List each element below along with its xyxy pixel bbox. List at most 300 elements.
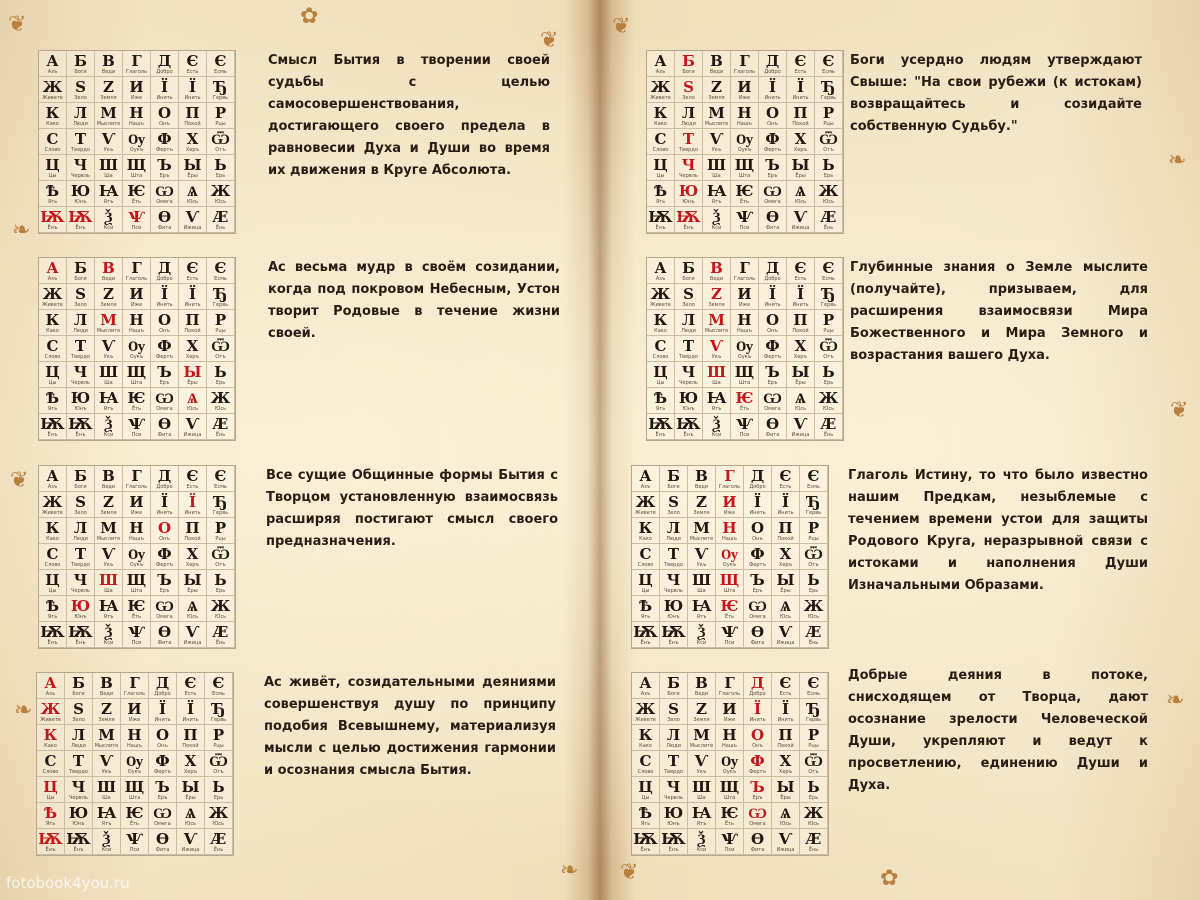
letter-cell <box>205 829 233 855</box>
letter-glyph: Т <box>667 751 680 770</box>
letter-name: Оукъ <box>722 561 737 568</box>
letter-name: Азъ <box>47 483 58 490</box>
letter-name: Зело <box>667 509 680 516</box>
letter-cell <box>205 803 233 829</box>
letter-cell <box>632 751 660 777</box>
letter-cell <box>744 699 772 725</box>
letter-name: Инить <box>156 509 173 516</box>
letter-glyph: Ꙗ <box>98 596 119 615</box>
letter-name: Шта <box>128 794 141 801</box>
letter-glyph: Г <box>739 51 750 70</box>
letter-name: Люди <box>666 742 681 749</box>
vine-ornament-icon: ❦ <box>8 12 27 37</box>
letter-glyph: Т <box>682 129 695 148</box>
letter-glyph: Щ <box>719 777 740 796</box>
letter-cell <box>731 103 759 129</box>
letter-glyph: Ѧ <box>780 596 791 615</box>
letter-cell <box>716 544 744 570</box>
letter-name: Есмь <box>214 483 227 490</box>
letter-name: Фертъ <box>156 146 173 153</box>
letter-glyph: О <box>157 310 172 329</box>
letter-glyph: Ц <box>653 362 668 381</box>
letter-name: Слово <box>652 146 669 153</box>
letter-glyph: Ч <box>681 155 696 174</box>
letter-cell <box>772 570 800 596</box>
letter-glyph: Р <box>214 518 227 537</box>
letter-glyph: М <box>100 518 117 537</box>
letter-name: Кси <box>696 639 707 646</box>
letter-glyph: Ѵ <box>694 544 709 563</box>
letter-name: Червль <box>679 172 698 179</box>
letter-name: Ятъ <box>103 198 114 205</box>
vine-ornament-icon: ❦ <box>612 14 631 39</box>
letter-name: Ять <box>45 820 56 827</box>
letter-cell <box>688 751 716 777</box>
letter-name: Оукъ <box>129 561 144 568</box>
letter-name: Веди <box>99 690 114 697</box>
letter-glyph: Х <box>794 336 807 355</box>
letter-glyph: Ђ <box>806 492 821 511</box>
letter-name: Омега <box>154 820 171 827</box>
letter-name: Кси <box>103 639 114 646</box>
letter-cell <box>67 181 95 207</box>
letter-name: Есмь <box>214 68 227 75</box>
letter-cell <box>149 673 177 699</box>
letter-name: Ятъ <box>711 405 722 412</box>
letter-cell <box>716 725 744 751</box>
letter-name: Твердо <box>664 768 683 775</box>
letter-name: Ять <box>47 405 58 412</box>
letter-name: Фертъ <box>156 561 173 568</box>
letter-name: Гервь <box>805 509 822 516</box>
block-text: Ас живёт, созидательными деяниями совершенствуя душу по принципу подобия Всевышнему, материализуя мысли с целью достижения гармонии и осознания смысла Бытия. <box>264 675 556 778</box>
letter-name: Нашъ <box>127 742 142 749</box>
letter-cell <box>647 181 675 207</box>
letter-glyph: Ж <box>635 492 656 511</box>
letter-cell <box>688 803 716 829</box>
letter-name: Добро <box>156 483 173 490</box>
letter-name: Инить <box>764 301 781 308</box>
letter-name: Люди <box>666 535 681 542</box>
letter-name: Азъ <box>640 690 651 697</box>
letter-glyph: Ф <box>750 544 765 563</box>
letter-cell <box>731 181 759 207</box>
letter-cell <box>787 155 815 181</box>
letter-cell <box>703 310 731 336</box>
letter-glyph: П <box>778 725 793 744</box>
letter-glyph: Ѳ <box>155 829 170 848</box>
letter-name: Ёры <box>187 379 198 386</box>
letter-cell <box>123 596 151 622</box>
letter-cell <box>177 751 205 777</box>
letter-name: Укъ <box>711 353 722 360</box>
letter-cell <box>800 725 828 751</box>
letter-name: Укъ <box>711 146 722 153</box>
letter-cell <box>205 751 233 777</box>
letter-cell <box>772 622 800 648</box>
letter-cell <box>772 725 800 751</box>
letter-glyph: Т <box>74 129 87 148</box>
letter-name: Пси <box>131 431 142 438</box>
letter-cell <box>67 284 95 310</box>
letter-name: Ёры <box>185 794 196 801</box>
letter-name: Юсь <box>212 820 225 827</box>
letter-glyph: О <box>750 725 765 744</box>
letter-glyph: Г <box>131 466 142 485</box>
letter-name: Добро <box>749 690 766 697</box>
letter-glyph: В <box>695 466 708 485</box>
letter-name: Како <box>654 327 667 334</box>
letter-name: Ятъ <box>696 820 707 827</box>
letter-name: Веди <box>101 483 116 490</box>
letter-cell <box>123 492 151 518</box>
letter-cell <box>759 284 787 310</box>
letter-glyph: Р <box>807 725 820 744</box>
letter-name: Азъ <box>640 483 651 490</box>
letter-cell <box>787 414 815 440</box>
letter-glyph: Л <box>666 518 681 537</box>
letter-glyph: К <box>43 725 58 744</box>
letter-name: Мыслите <box>704 327 729 334</box>
letter-name: Еръ <box>767 172 778 179</box>
letter-glyph: Ѡ <box>155 388 174 407</box>
letter-glyph: Ѣ <box>45 181 60 200</box>
letter-cell <box>151 155 179 181</box>
letter-glyph: Н <box>127 725 142 744</box>
letter-glyph: Щ <box>734 362 755 381</box>
letter-glyph: Æ <box>805 829 822 848</box>
letter-glyph: Ч <box>71 777 86 796</box>
letter-cell <box>205 725 233 751</box>
letter-cell <box>179 362 207 388</box>
letter-cell <box>67 414 95 440</box>
letter-name: Юнъ <box>72 820 85 827</box>
letter-glyph: А <box>639 466 652 485</box>
letter-cell <box>177 725 205 751</box>
letter-name: Добро <box>154 690 171 697</box>
letter-name: Ша <box>697 794 706 801</box>
letter-cell <box>703 181 731 207</box>
letter-cell <box>815 181 843 207</box>
letter-glyph: Ѯ <box>712 207 721 226</box>
letter-cell <box>800 699 828 725</box>
letter-glyph: Ѯ <box>697 829 706 848</box>
letter-name: Азъ <box>655 68 666 75</box>
watermark: fotobook4you.ru <box>6 874 130 892</box>
letter-glyph: А <box>639 673 652 692</box>
letter-cell <box>179 155 207 181</box>
letter-name: Покой <box>182 742 199 749</box>
letter-name: Пси <box>724 639 735 646</box>
letter-glyph: Г <box>131 258 142 277</box>
letter-glyph: К <box>45 518 60 537</box>
letter-name: Шта <box>130 379 143 386</box>
letter-name: Херъ <box>793 353 808 360</box>
letter-glyph: Ѯ <box>712 414 721 433</box>
letter-glyph: Ѵ <box>185 207 200 226</box>
letter-glyph: Д <box>765 51 780 70</box>
letter-cell <box>688 622 716 648</box>
letter-name: Фита <box>157 431 172 438</box>
letter-cell <box>787 181 815 207</box>
letter-glyph: С <box>46 129 59 148</box>
letter-name: Фита <box>750 639 765 646</box>
letter-cell <box>660 570 688 596</box>
letter-glyph: Ѧ <box>187 181 198 200</box>
letter-name: Шта <box>738 379 751 386</box>
letter-name: Есть <box>186 68 199 75</box>
letter-cell <box>151 466 179 492</box>
letter-cell <box>39 388 67 414</box>
letter-name: Добро <box>156 68 173 75</box>
letter-glyph: Ѕ <box>668 699 679 718</box>
letter-glyph: Ф <box>157 544 172 563</box>
letter-cell <box>675 362 703 388</box>
letter-name: Укъ <box>103 561 114 568</box>
letter-name: Ёнъ <box>47 639 58 646</box>
letter-cell <box>632 466 660 492</box>
letter-cell <box>151 129 179 155</box>
letter-cell <box>647 155 675 181</box>
letter-cell <box>65 803 93 829</box>
letter-cell <box>632 518 660 544</box>
letter-name: Ёнъ <box>640 846 651 853</box>
letter-cell <box>688 466 716 492</box>
letter-cell <box>93 725 121 751</box>
letter-glyph: Є <box>214 258 227 277</box>
letter-glyph: Ђ <box>806 699 821 718</box>
letter-name: Отъ <box>808 561 819 568</box>
letter-cell <box>759 129 787 155</box>
letter-glyph: Г <box>129 673 140 692</box>
letter-glyph: Д <box>750 673 765 692</box>
alphabet-grid <box>631 465 829 649</box>
letter-name: Фертъ <box>154 768 171 775</box>
letter-name: Ёры <box>187 172 198 179</box>
letter-cell <box>151 362 179 388</box>
letter-cell <box>123 51 151 77</box>
letter-glyph: Ѹ <box>735 336 754 355</box>
letter-name: Глаголь <box>733 68 756 75</box>
letter-glyph: Ї <box>160 77 169 96</box>
letter-cell <box>37 699 65 725</box>
letter-glyph: Ь <box>214 570 227 589</box>
letter-glyph: Ж <box>42 77 63 96</box>
letter-name: Ижица <box>776 846 795 853</box>
letter-glyph: Ѭ <box>633 829 658 848</box>
letter-cell <box>731 414 759 440</box>
letter-name: Люди <box>681 120 696 127</box>
letter-cell <box>787 310 815 336</box>
letter-cell <box>93 829 121 855</box>
letter-cell <box>703 336 731 362</box>
letter-cell <box>67 622 95 648</box>
letter-glyph: К <box>653 103 668 122</box>
letter-name: Нашъ <box>737 120 752 127</box>
letter-name: Ёнъ <box>655 224 666 231</box>
letter-cell <box>65 725 93 751</box>
letter-cell <box>123 155 151 181</box>
letter-name: Фертъ <box>749 768 766 775</box>
letter-glyph: Ї <box>160 284 169 303</box>
letter-cell <box>815 310 843 336</box>
letter-name: Зело <box>74 509 87 516</box>
letter-glyph: Ѭ <box>648 414 673 433</box>
letter-name: Шта <box>738 172 751 179</box>
letter-name: Веди <box>101 275 116 282</box>
letter-glyph: Ы <box>183 570 202 589</box>
letter-glyph: Ꙗ <box>98 181 119 200</box>
letter-cell <box>95 362 123 388</box>
letter-cell <box>39 258 67 284</box>
letter-cell <box>675 284 703 310</box>
letter-cell <box>37 673 65 699</box>
letter-name: Ёнъ <box>683 224 694 231</box>
letter-glyph: Ц <box>653 155 668 174</box>
letter-glyph: А <box>44 673 57 692</box>
letter-cell <box>207 77 235 103</box>
letter-cell <box>647 362 675 388</box>
letter-cell <box>95 129 123 155</box>
letter-glyph: Ъ <box>750 777 765 796</box>
letter-cell <box>207 336 235 362</box>
letter-name: Ять <box>640 613 651 620</box>
vine-ornament-icon: ✿ <box>880 866 899 891</box>
letter-glyph: Ѯ <box>104 207 113 226</box>
letter-name: Веди <box>709 275 724 282</box>
letter-glyph: Л <box>73 103 88 122</box>
letter-name: Онъ <box>767 327 778 334</box>
letter-cell <box>123 388 151 414</box>
letter-name: Рцы <box>808 535 819 542</box>
letter-name: Гервь <box>210 716 227 723</box>
letter-name: Како <box>46 535 59 542</box>
letter-glyph: Ь <box>214 362 227 381</box>
vine-ornament-icon: ❦ <box>620 860 639 885</box>
letter-cell <box>95 466 123 492</box>
letter-name: Ёнъ <box>683 431 694 438</box>
letter-name: Отъ <box>823 353 834 360</box>
letter-glyph: Ѱ <box>721 622 738 641</box>
letter-name: Зело <box>74 94 87 101</box>
letter-glyph: К <box>653 310 668 329</box>
letter-name: Люди <box>71 742 86 749</box>
letter-name: Ёнь <box>823 431 834 438</box>
letter-cell <box>660 492 688 518</box>
letter-cell <box>800 829 828 855</box>
letter-name: Боги <box>667 690 680 697</box>
letter-name: Иже <box>723 716 736 723</box>
letter-glyph: Ж <box>210 181 231 200</box>
letter-glyph: Ю <box>70 388 91 407</box>
letter-glyph: Ч <box>666 777 681 796</box>
letter-cell <box>716 518 744 544</box>
letter-name: Ёнь <box>823 224 834 231</box>
letter-glyph: Н <box>722 725 737 744</box>
letter-name: Живете <box>42 509 63 516</box>
letter-name: Живете <box>42 301 63 308</box>
letter-glyph: К <box>45 310 60 329</box>
letter-cell <box>759 77 787 103</box>
letter-name: Кси <box>101 846 112 853</box>
letter-glyph: Ѿ <box>211 336 230 355</box>
letter-name: Земля <box>100 509 117 516</box>
letter-name: Нашъ <box>737 327 752 334</box>
letter-cell <box>95 544 123 570</box>
letter-glyph: Ђ <box>821 284 836 303</box>
letter-name: Мыслите <box>689 742 714 749</box>
block-text: Боги усердно людям утверждают Свыше: "На свои рубежи (к истокам) возвращайтесь и созидайте собственную Судьбу." <box>850 53 1142 134</box>
letter-glyph: Є <box>822 258 835 277</box>
letter-name: Добро <box>764 275 781 282</box>
letter-glyph: Р <box>822 103 835 122</box>
letter-name: Ёнь <box>215 431 226 438</box>
letter-name: Цы <box>656 172 665 179</box>
letter-name: Покой <box>184 535 201 542</box>
letter-cell <box>815 388 843 414</box>
letter-glyph: О <box>157 518 172 537</box>
letter-name: Мыслите <box>689 535 714 542</box>
letter-name: Ёнъ <box>75 639 86 646</box>
letter-cell <box>39 492 67 518</box>
letter-glyph: Ы <box>183 155 202 174</box>
letter-cell <box>179 336 207 362</box>
letter-glyph: Ї <box>188 77 197 96</box>
letter-glyph: Ї <box>188 284 197 303</box>
letter-name: Укъ <box>696 561 707 568</box>
letter-glyph: Ђ <box>213 492 228 511</box>
letter-cell <box>67 129 95 155</box>
letter-cell <box>647 336 675 362</box>
letter-name: Живете <box>40 716 61 723</box>
letter-name: Юсь <box>214 613 227 620</box>
letter-name: Омега <box>749 820 766 827</box>
letter-glyph: Ѿ <box>211 544 230 563</box>
letter-glyph: С <box>639 751 652 770</box>
letter-cell <box>647 388 675 414</box>
letter-cell <box>151 570 179 596</box>
letter-cell <box>744 803 772 829</box>
letter-glyph: И <box>129 492 144 511</box>
letter-glyph: М <box>708 103 725 122</box>
letter-name: Покой <box>184 327 201 334</box>
letter-name: Цы <box>641 794 650 801</box>
letter-name: Отъ <box>808 768 819 775</box>
letter-name: Ёнъ <box>47 431 58 438</box>
letter-glyph: Ѹ <box>720 751 739 770</box>
letter-name: Ёть <box>724 613 735 620</box>
alphabet-grid <box>38 257 236 441</box>
letter-cell <box>815 207 843 233</box>
letter-glyph: Ш <box>691 570 712 589</box>
letter-glyph: Æ <box>210 829 227 848</box>
letter-glyph: Ѕ <box>683 284 694 303</box>
letter-glyph: Ѡ <box>763 388 782 407</box>
letter-name: Ижица <box>183 639 202 646</box>
letter-cell <box>65 673 93 699</box>
letter-cell <box>800 751 828 777</box>
letter-name: Гервь <box>820 94 837 101</box>
letter-glyph: Щ <box>124 777 145 796</box>
letter-glyph: Х <box>186 129 199 148</box>
letter-cell <box>632 673 660 699</box>
letter-glyph: Ѳ <box>750 829 765 848</box>
letter-name: Кси <box>711 431 722 438</box>
letter-glyph: Д <box>155 673 170 692</box>
letter-cell <box>772 751 800 777</box>
letter-cell <box>65 829 93 855</box>
letter-glyph: Ѕ <box>668 492 679 511</box>
